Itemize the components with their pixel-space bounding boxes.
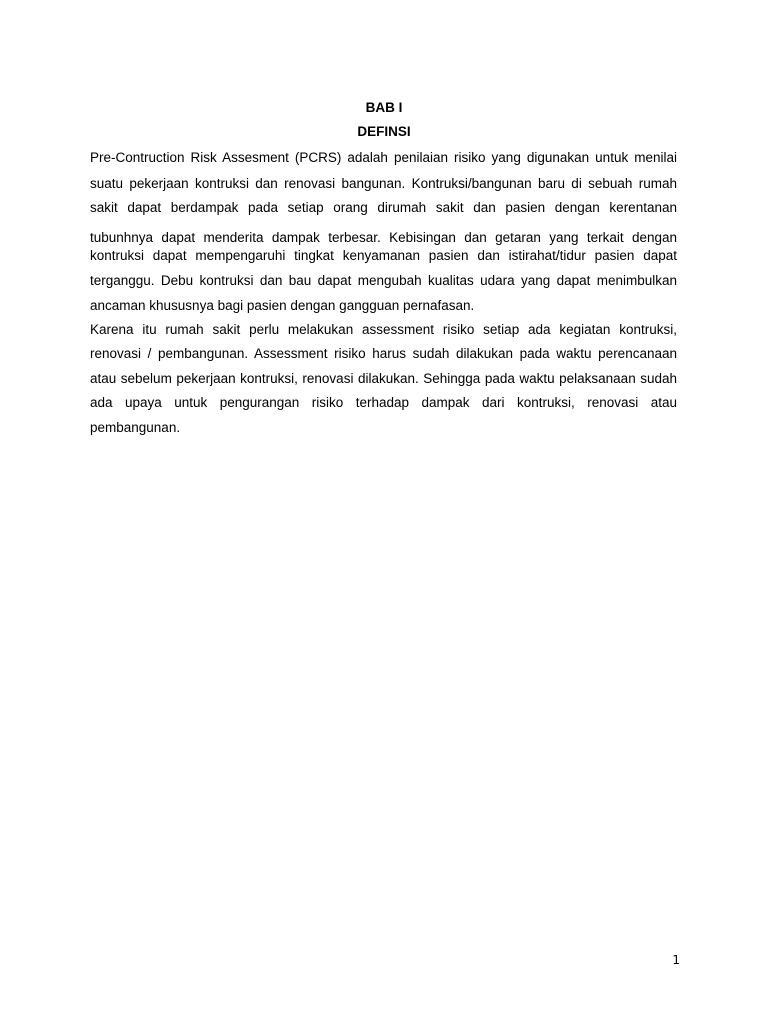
text-line-11: ada upaya untuk pengurangan risiko terhadap dampak dari kontruksi, renovasi atau — [90, 395, 677, 410]
chapter-heading: BAB I — [365, 100, 403, 115]
text-line-3: sakit dapat berdampak pada setiap orang dirumah sakit dan pasien dengan kerentanan — [90, 200, 677, 215]
page-number: 1 — [672, 953, 680, 967]
text-line-12: pembangunan. — [90, 420, 181, 435]
text-line-5: kontruksi dapat mempengaruhi tingkat kenyamanan pasien dan istirahat/tidur pasien dapat — [90, 248, 677, 263]
text-line-2: suatu pekerjaan kontruksi dan renovasi bangunan. Kontruksi/bangunan baru di sebuah rumah — [90, 176, 677, 191]
text-line-6: terganggu. Debu kontruksi dan bau dapat mengubah kualitas udara yang dapat menimbulkan — [90, 273, 677, 288]
text-line-10: atau sebelum pekerjaan kontruksi, renovasi dilakukan. Sehingga pada waktu pelaksanaan sudah — [90, 371, 677, 386]
text-line-9: renovasi / pembangunan. Assessment risiko harus sudah dilakukan pada waktu perencanaan — [90, 346, 677, 361]
chapter-title: DEFINSI — [357, 124, 411, 139]
text-line-8: Karena itu rumah sakit perlu melakukan assessment risiko setiap ada kegiatan kontruksi, — [90, 322, 677, 337]
text-line-1: Pre-Contruction Risk Assesment (PCRS) adalah penilaian risiko yang digunakan untuk menilai — [90, 150, 677, 165]
text-line-4: tubunhnya dapat menderita dampak terbesar. Kebisingan dan getaran yang terkait dengan — [90, 230, 677, 245]
text-line-7: ancaman khususnya bagi pasien dengan gangguan pernafasan. — [90, 298, 475, 313]
